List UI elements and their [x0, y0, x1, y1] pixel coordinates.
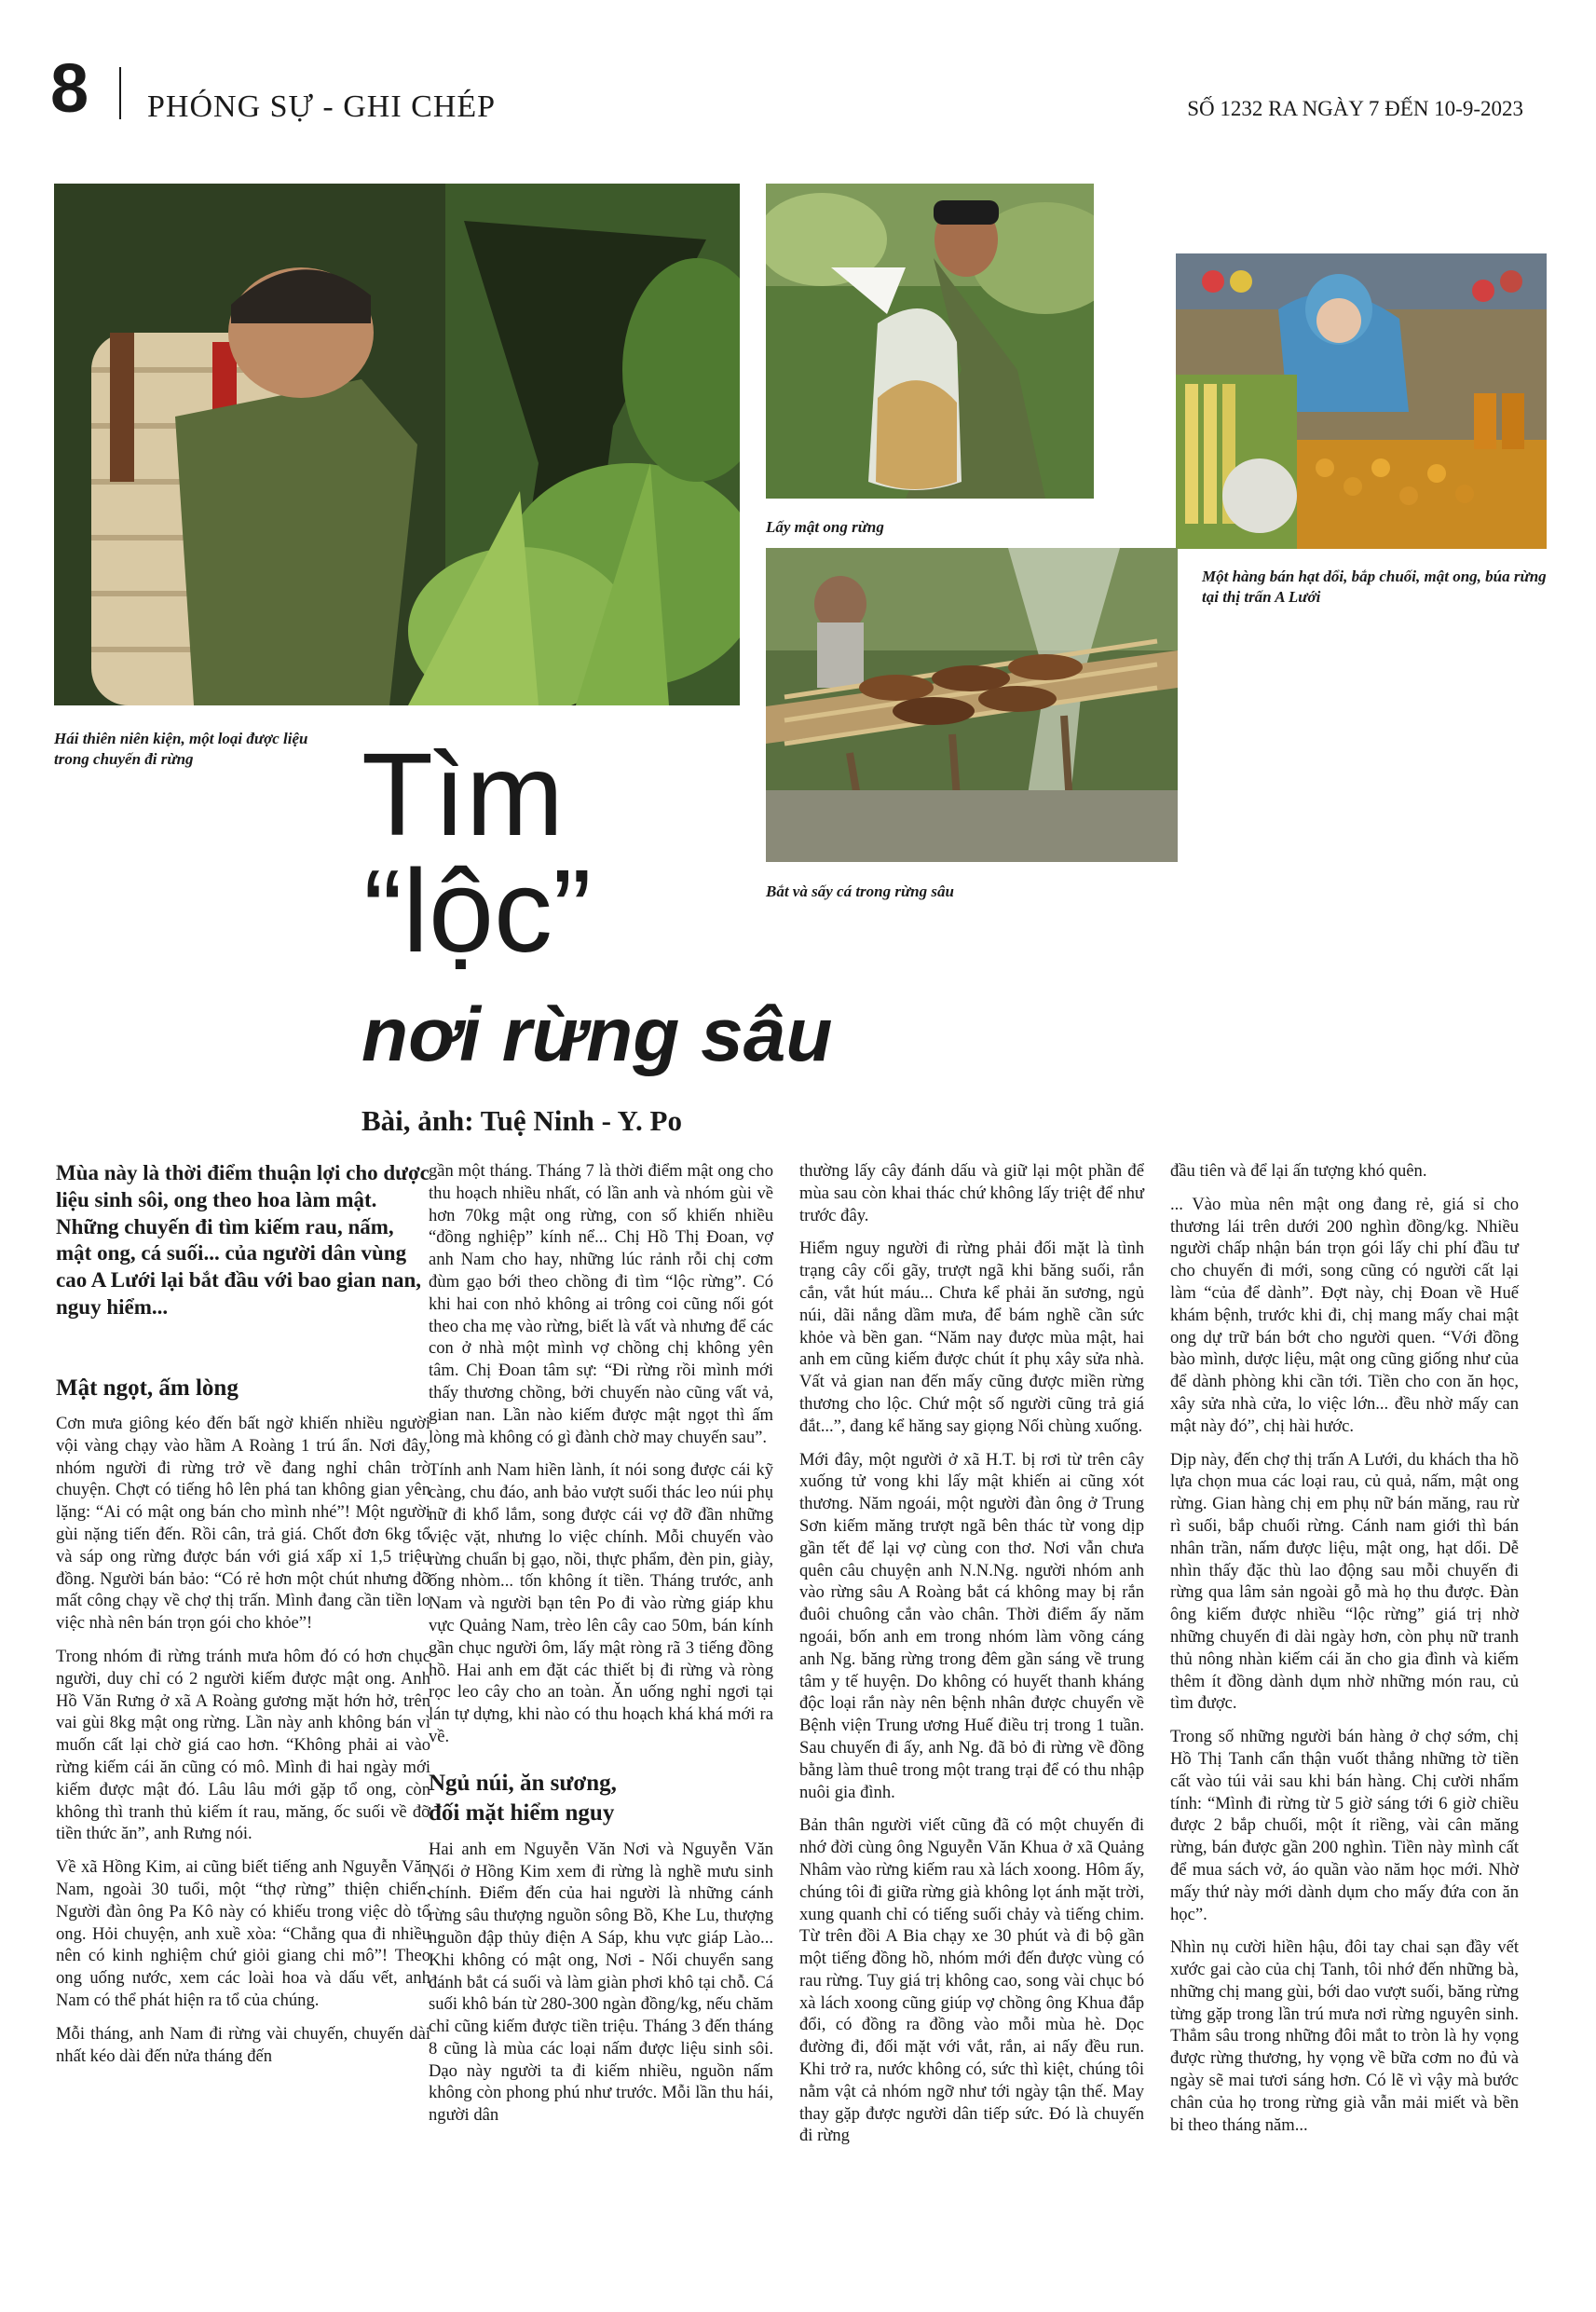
- article-lead: Mùa này là thời điểm thuận lợi cho dược liệu sinh sôi, ong theo hoa làm mật. Những chuyến đi tìm kiếm rau, nấm, mật ong, cá suối... của người dân vùng cao A Lưới lại bắt đầu với bao gian nan, nguy hiểm...: [56, 1161, 430, 1319]
- subheading-line-1: Ngủ núi, ăn sương,: [429, 1770, 617, 1796]
- subheading: Mật ngọt, ấm lòng: [56, 1375, 239, 1401]
- article-column-2: [429, 1160, 773, 2138]
- paragraph: ... Vào mùa nên mật ong đang rẻ, giá sỉ cho thương lái trên dưới 200 nghìn đồng/kg. Nhiều người chấp nhận bán trọn gói lấy chi phí đầu tư cho chuyến đi mới, song cũng có người cất lại làm “của để dành”. Đợt này, chị Đoan về Huế khám bệnh, trước khi đi, chị mang mấy chai mật ong dự trữ bán bớt cho người quen. “Với đồng bào mình, dược liệu, mật ong cũng giống như của để dành phòng khi cần tới. Tiền cho con ăn học, xây sửa nhà cửa, lo việc lớn... đều nhờ mấy can mật này đó”, chị hài hước.: [1170, 1194, 1519, 1436]
- paragraph: gần một tháng. Tháng 7 là thời điểm mật ong cho thu hoạch nhiều nhất, có lần anh và nhóm gùi về hơn 70kg mật ong rừng, con số khiến nhiều “đồng nghiệp” kính nể... Chị Hồ Thị Đoan, vợ anh Nam cho hay, những lúc rảnh rỗi chị cơm đùm gạo bới theo chồng đi tìm “lộc rừng”. Có khi hai con nhỏ không ai trông coi cũng nối gót theo cha mẹ vào rừng, biết là vất và nhưng để các con ở nhà một mình vợ chồng chị không yên tâm. Chị Đoan tâm sự: “Đi rừng rồi mình mới thấy thương chồng, bởi chuyến nào cũng vất vả, gian nan. Lần nào kiếm được mật ngọt thì ấm lòng mà không có gì đành chờ may chuyến sau”.: [429, 1161, 773, 1447]
- paragraph: Nhìn nụ cười hiền hậu, đôi tay chai sạn đầy vết xước gai cào của chị Tanh, tôi nhớ đến những bà, những chị mang gùi, bới dao vượt suối, băng rừng từng gặp trong lần trú mưa nơi rừng nguyên sinh. Thẳm sâu trong những đôi mắt to tròn là hy vọng được rừng thương, hy vọng về bữa cơm no đủ và ngày sẽ mai tươi sáng hơn. Có lẽ vì vậy mà bước chân của họ trong rừng già vẫn mải miết và bền bỉ theo tháng năm...: [1170, 1937, 1519, 2135]
- article-column-3: [799, 1160, 1144, 2158]
- article-title-line-3: nơi rừng sâu: [361, 992, 833, 1077]
- paragraph: Mỗi tháng, anh Nam đi rừng vài chuyến, chuyến dài nhất kéo dài đến nửa tháng đến: [56, 2023, 430, 2066]
- header-divider: [119, 67, 121, 119]
- paragraph: Trong nhóm đi rừng tránh mưa hôm đó có hơn chục người, duy chỉ có 2 người kiếm được mật ong. Anh Hồ Văn Rưng ở xã A Roàng gương mặt hớn hở, trên vai gùi 8kg mật ong rừng. Lần này anh không bán vì muốn cất lại chờ giá cao hơn. “Không phải ai vào rừng kiếm cái ăn cũng có mô. Mình đi hai ngày mới kiếm được mật đó. Lâu lâu mới gặp tổ ong, còn không thì tranh thủ kiếm ít rau, măng, ốc suối về đỡ tiền thức ăn”, anh Rưng nói.: [56, 1646, 430, 1844]
- paragraph: đầu tiên và để lại ấn tượng khó quên.: [1170, 1161, 1427, 1181]
- section-name: PHÓNG SỰ - GHI CHÉP: [147, 89, 497, 124]
- photo-caption: Bắt và sấy cá trong rừng sâu: [766, 882, 954, 900]
- subheading-line-2: đối mặt hiểm nguy: [429, 1800, 615, 1826]
- paragraph: Cơn mưa giông kéo đến bất ngờ khiến nhiều người vội vàng chạy vào hầm A Roàng 1 trú ẩn. Nơi đây, nhóm người đi rừng trở về đang nghỉ chân trò chuyện. Chợt có tiếng hô lên phá tan không gian yên lặng: “Ai có mật ong bán cho mình nhé”! Một người gùi nặng tiến đến. Rồi cân, trả giá. Chốt đơn 6kg tổ và sáp ong rừng được bán với giá xấp xỉ 1,5 triệu đồng. Người bán bảo: “Có rẻ hơn một chút nhưng đỡ mất công chạy về chợ thị trấn. Mình đang cần tiền lo việc nhà nên bán trọn gói cho khỏe”!: [56, 1414, 430, 1634]
- paragraph: Trong số những người bán hàng ở chợ sớm, chị Hồ Thị Tanh cẩn thận vuốt thẳng những tờ tiền cất vào túi vải sau khi bán hàng. Chị cười nhẩm tính: “Mình đi rừng từ 5 giờ sáng tới 6 giờ chiều được 2 bắp chuối, một ít riềng, vài cân măng rừng, bán được gần 200 nghìn. Tiền này mình cất để mua sách vở, áo quần vào năm học mới. Nhờ mấy thứ này mới dành dụm cho mấy đứa con ăn học”.: [1170, 1727, 1519, 1924]
- paragraph: Dịp này, đến chợ thị trấn A Lưới, du khách tha hồ lựa chọn mua các loại rau, củ quả, nấm, mật ong rừng. Gian hàng chị em phụ nữ bán măng, rau rừ rì suối, bắp chuối rừng. Cánh nam giới thì bán nhân trần, nấm được liệu, mật ong, hạt dổi. Dễ nhìn thấy đặc thù lao động sau mỗi chuyến đi rừng qua lâm sản ngoài gỗ mà họ thu được. Đàn ông kiếm được nhiều “lộc rừng” giá trị nhờ những chuyến đi dài ngày hơn, còn phụ nữ tranh thủ nông nhàn kiếm cái ăn cho gia đình và kiếm thêm ít đồng dành dụm nhờ những món rau, củ tìm được.: [1170, 1449, 1519, 1714]
- paragraph: Tính anh Nam hiền lành, ít nói song được cái kỹ càng, chu đáo, anh bảo vượt suối thác leo núi phụ nữ đi khổ lắm, song được cái vợ đỡ đần những việc vặt, nhưng lo việc chính. Mỗi chuyến vào rừng chuẩn bị gạo, nồi, thực phẩm, đèn pin, giày, ống nhòm... tốn không ít tiền. Tháng trước, anh Nam và người bạn tên Po đi vào rừng giáp khu vực Quảng Nam, trèo lên cây cao 50m, bán kính gần chục người ôm, lấy mật ròng rã 3 tiếng đồng hồ. Hai anh em đặt các thiết bị đi rừng và ròng rọc leo cây cho an toàn. Ăn uống nghỉ ngơi tại lán tự dựng, khi nào có thu hoạch khá khá mới ra về.: [429, 1460, 773, 1746]
- paragraph: Mới đây, một người ở xã H.T. bị rơi từ trên cây xuống tử vong khi lấy mật khiến ai cũng xót thương. Năm ngoái, một người đàn ông ở Trung Sơn kiếm măng trượt ngã bên thác từ vong dịp gần tết để lại vợ cùng con thơ. Nơi vẫn chưa quên câu chuyện anh N.N.Ng. người nhóm anh vào rừng sâu A Roàng bắt cá không may bị rắn đuôi chuông cắn vào chân. Thời điểm ấy năm ngoái, bốn anh em trong nhóm làm võng cáng anh Ng. băng rừng trong đêm gần sáng về trung tâm y tế huyện. Do không có huyết thanh kháng độc loại rắn này nên bệnh nhân được chuyển về Bệnh viện Trung ương Huế điều trị trong 1 tuần. Sau chuyến đi ấy, anh Ng. đã bỏ đi rừng về đồng bằng làm thuê trong một trang trại để có thu nhập nuôi gia đình.: [799, 1449, 1144, 1802]
- article-title-line-1: Tìm: [361, 729, 564, 860]
- article-column-4: [1170, 1160, 1519, 2147]
- photo-caption: Hái thiên niên kiện, một loại được liệu trong chuyến đi rừng: [54, 730, 308, 769]
- photo-market-stall: [1176, 253, 1547, 549]
- page-number: 8: [50, 49, 89, 127]
- photo-wild-honey: [766, 184, 1094, 499]
- byline: Bài, ảnh: Tuệ Ninh - Y. Po: [361, 1104, 682, 1137]
- paragraph: thường lấy cây đánh dấu và giữ lại một phần để mùa sau còn khai thác chứ không lấy triệt để như trước đây.: [799, 1161, 1144, 1225]
- paragraph: Hai anh em Nguyễn Văn Nơi và Nguyễn Văn Nối ở Hồng Kim xem đi rừng là nghề mưu sinh chính. Điểm đến của hai người là những cánh rừng sâu thượng nguồn sông Bồ, Khe Lu, thượng nguồn đập thủy điện A Sáp, khu vực giáp Lào... Khi không có mật ong, Nơi - Nối chuyển sang đánh bắt cá suối và làm giàn phơi khô tại chỗ. Cá suối khô bán từ 280-300 ngàn đồng/kg, nếu chăm chỉ cũng kiếm được tiền triệu. Tháng 3 đến tháng 8 cũng là mùa các loại nấm được liệu sinh sôi. Dạo này người ta đi kiếm nhiều, nguồn nấm không còn phong phú như trước. Mỗi lần thu hái, người dân: [429, 1839, 773, 2126]
- photo-caption: Một hàng bán hạt dổi, bắp chuối, mật ong, búa rừng tại thị trấn A Lưới: [1202, 568, 1547, 607]
- article-column-1: [56, 1160, 430, 2078]
- paragraph: Bản thân người viết cũng đã có một chuyến đi nhớ đời cùng ông Nguyễn Văn Khua ở xã Quảng Nhâm vào rừng kiếm rau xà lách xoong. Hôm ấy, chúng tôi đi giữa rừng già không lọt ánh mặt trời, xung quanh chỉ có tiếng suối chảy và tiếng chim. Từ trên đồi A Bia chạy xe 30 phút và đi bộ gần một tiếng đồng hồ, nhóm mới đến được vùng có rau rừng. Tuy giá trị không cao, song vài chục bó xà lách xoong cũng giúp vợ chồng ông Khua đắp đổi, có đồng ra đồng vào mỗi mùa hè. Dọc đường đi, đối mặt với vắt, rắn, ai nấy đều run. Khi trở ra, nước không có, sức thì kiệt, chúng tôi nằm vật cả nhóm ngỡ như tới ngày tận thế. May thay gặp được người dân tiếp sức. Đó là chuyến đi rừng: [799, 1815, 1144, 2146]
- paragraph: Hiểm nguy người đi rừng phải đối mặt là tình trạng cây cối gãy, trượt ngã khi băng suối, rắn cắn, vắt hút máu... Chưa kể phải ăn sương, ngủ núi, dãi nắng dầm mưa, để bám nghề cần sức khỏe và bền gan. “Năm nay được mùa mật, hai anh em cũng kiếm được chút ít phụ xây sửa nhà. Vất vả gian nan đến mấy cũng được miền rừng thương cho lộc. Chứ một số người cũng trả giá đắt...”, đang kể hăng say giọng Nối chùng xuống.: [799, 1238, 1144, 1436]
- issue-info: SỐ 1232 RA NGÀY 7 ĐẾN 10-9-2023: [1187, 97, 1523, 120]
- paragraph: Về xã Hồng Kim, ai cũng biết tiếng anh Nguyễn Văn Nam, ngoài 30 tuổi, một “thợ rừng” thiện chiến. Người đàn ông Pa Kô này có khiếu trong việc dò tổ ong. Hỏi chuyện, anh xuề xòa: “Chẳng qua đi nhiều nên có kinh nghiệm chứ giỏi giang chi mô”! Theo ong uống nước, xem các loài hoa và dấu vết, anh Nam có thể phát hiện ra tổ của chúng.: [56, 1857, 430, 2010]
- subheading: [429, 1769, 773, 1829]
- photo-caption: Lấy mật ong rừng: [766, 518, 884, 536]
- article-title-line-2: “lộc”: [363, 845, 592, 977]
- photo-drying-fish: [766, 548, 1178, 862]
- photo-forest-herb-gatherer: [54, 184, 740, 705]
